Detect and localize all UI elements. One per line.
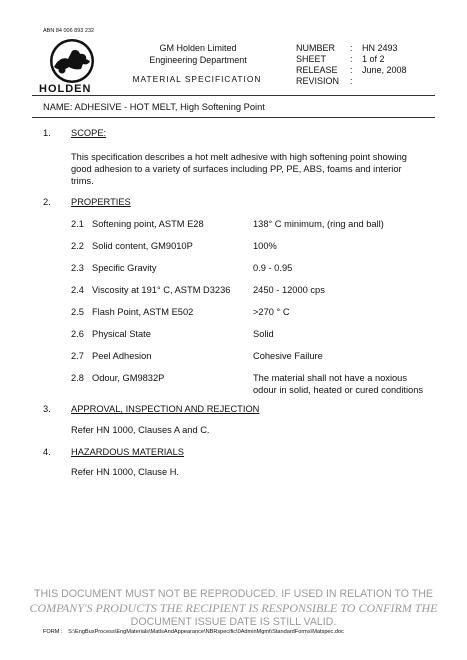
meta-row — [296, 65, 407, 76]
meta-row — [296, 76, 407, 87]
section-number: 3. — [43, 404, 51, 414]
footer-warning-line1: THIS DOCUMENT MUST NOT BE REPRODUCED. IF USED IN RELATION TO THE — [34, 588, 433, 600]
meta-label: SHEET — [296, 54, 327, 64]
section-title-approval: APPROVAL, INSPECTION AND REJECTION — [71, 404, 260, 414]
property-name: Flash Point, ASTM E502 — [92, 307, 194, 317]
meta-label: NUMBER — [296, 43, 336, 53]
holden-logo — [32, 37, 112, 97]
footer-warning-line3: DOCUMENT ISSUE DATE IS STILL VALID. — [130, 616, 337, 628]
section-title-properties: PROPERTIES — [71, 197, 131, 207]
property-value: >270 ° C — [253, 307, 290, 317]
property-number: 2.8 — [71, 373, 84, 383]
doc-type: MATERIAL SPECIFICATION — [132, 74, 262, 84]
meta-colon: : — [350, 76, 353, 86]
property-value: The material shall not have a noxious odour in solid, heated or cured conditions — [253, 373, 424, 395]
meta-row — [296, 54, 407, 65]
property-number: 2.6 — [71, 329, 84, 339]
meta-value: HN 2493 — [362, 43, 398, 53]
hazardous-text: Refer HN 1000, Clause H. — [71, 467, 179, 477]
property-number: 2.3 — [71, 263, 84, 273]
property-name: Solid content, GM9010P — [92, 241, 193, 251]
property-value: 0.9 - 0.95 — [253, 263, 293, 273]
meta-label: REVISION — [296, 76, 340, 86]
company-name: GM Holden Limited — [159, 43, 237, 53]
footer-warning-line2: COMPANY'S PRODUCTS THE RECIPIENT IS RESPONSIBLE TO CONFIRM THE — [29, 601, 438, 615]
property-value: 138° C minimum, (ring and ball) — [253, 219, 384, 229]
meta-value: June, 2008 — [362, 65, 407, 75]
property-value: 100% — [253, 241, 277, 251]
property-value: Solid — [253, 329, 274, 339]
meta-colon: : — [350, 43, 353, 53]
logo-wordmark: HOLDEN — [39, 83, 92, 95]
property-number: 2.1 — [71, 219, 84, 229]
department-name: Engineering Department — [149, 55, 247, 65]
form-path: S:\EngBusProcess\EngMaterials\MatlsAndAppearance\NBRspecific\0AdminMgmt\StandardForms\Matspec.doc — [68, 629, 344, 635]
property-number: 2.4 — [71, 285, 84, 295]
scope-text: This specification describes a hot melt adhesive with high softening point showing good adhesion to a variety of surfaces including PP, PE, ABS, foams and interior trims. — [71, 152, 407, 186]
meta-row — [296, 43, 407, 54]
property-number: 2.7 — [71, 351, 84, 361]
section-number: 4. — [43, 447, 51, 457]
section-title-scope: SCOPE: — [71, 128, 107, 138]
property-name: Odour, GM9832P — [92, 373, 165, 383]
lion-emblem-icon — [32, 37, 112, 85]
abn-number: ABN 84 006 893 232 — [43, 28, 95, 34]
property-name: Viscosity at 191° C, ASTM D3236 — [92, 285, 231, 295]
form-label: FORM : — [43, 629, 63, 635]
spec-name: NAME: ADHESIVE - HOT MELT, High Softening Point — [43, 102, 265, 112]
property-name: Softening point, ASTM E28 — [92, 219, 204, 229]
property-name: Peel Adhesion — [92, 351, 152, 361]
property-value: Cohesive Failure — [253, 351, 323, 361]
name-divider — [32, 117, 435, 118]
meta-value: 1 of 2 — [362, 54, 385, 64]
meta-label: RELEASE — [296, 65, 338, 75]
section-title-hazardous: HAZARDOUS MATERIALS — [71, 447, 184, 457]
section-number: 2. — [43, 197, 51, 207]
meta-table — [296, 43, 407, 87]
form-reference — [43, 629, 344, 635]
property-number: 2.5 — [71, 307, 84, 317]
property-name: Specific Gravity — [92, 263, 157, 273]
approval-text: Refer HN 1000, Clauses A and C. — [71, 425, 210, 435]
section-number: 1. — [43, 128, 51, 138]
property-number: 2.2 — [71, 241, 84, 251]
header-divider — [32, 95, 435, 96]
property-name: Physical State — [92, 329, 151, 339]
property-value: 2450 - 12000 cps — [253, 285, 325, 295]
meta-colon: : — [350, 65, 353, 75]
meta-colon: : — [350, 54, 353, 64]
